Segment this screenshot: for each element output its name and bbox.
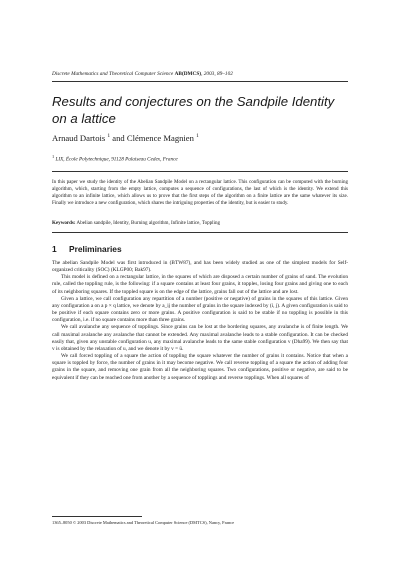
author-line [52,133,352,143]
keywords [52,220,348,227]
abstract: In this paper we study the identity of the Abelian Sandpile Model on a rectangular lattice. This configuration can be computed with the burning algorithm, which, starting from the empty lattice, computes a sequence of configurations, the last of which is the identity. We extend this algorithm to an infinite lattice, which allows us to prove that the first steps of the algorithm on a finite lattice are the same whatever its size. Finally we introduce a new configuration, which shares the intriguing properties of the identity, but is easier to study. [52,179,348,207]
body-text [52,260,348,382]
author-connector: and Clémence Magnien [112,133,194,143]
footer-rule [52,516,142,517]
keywords-label: Keywords: [52,220,76,226]
journal-header [52,71,352,77]
affiliation-marker: 1 [196,133,199,140]
affiliation-text: LIX, École Polytechnique, 91128 Palaiseau Cedex, France [55,156,178,163]
copyright-footer: 1365–8050 © 2003 Discrete Mathematics and Theoretical Computer Science (DMTCS), Nancy, France [52,520,235,525]
journal-details: , 2003, 89–102 [201,71,233,77]
paragraph: The abelian Sandpile Model was first introduced in (BTW87), and has been widely studied as one of the simplest models for Self-organized criticality (SOC) (KLGP00; Bak97). [52,260,348,274]
journal-series: AB(DMCS) [174,71,202,77]
affiliation [52,154,352,163]
abstract-bottom-rule [52,232,348,233]
affiliation-number: 1 [52,154,55,159]
abstract-top-rule [52,171,348,172]
paragraph: This model is defined on a rectangular lattice, in the squares of which are disposed a certain number of grains of sand. The evolution rule, called the toppling rule, is the following: if a square contains at least four grains, it topples, losing four grains and giving one to each of its neighboring squares. If the toppled square is on the edge of the lattice, grains fall out of the lattice and are lost. [52,274,348,295]
header-rule [52,81,348,82]
section-title: Preliminaries [69,244,122,254]
paragraph: Given a lattice, we call configuration any repartition of a number (positive or negative) of grains in the squares of this lattice. Given any configuration a on a p × q lattice, we denote by a_ij the number of grains in the square indexed by (i, j). A given configuration is said to be positive if each square contains zero or more grains. A positive configuration is said to be stable if no toppling is possible in this configuration, i.e. if no square contains more than three grains. [52,295,349,324]
journal-name: Discrete Mathematics and Theoretical Computer Science [52,71,174,77]
affiliation-marker: 1 [107,133,111,140]
paragraph: We call forced toppling of a square the action of toppling the square whatever the number of grains it contains. Notice that when a square is toppled by force, the number of grains in it may become negative. We call reverse toppling of a square the action of adding four grains in the square, and removing one grain from all the neighboring squares. Two configurations, positive or negative, are said to be equivalent if they can be reached one from another by a sequence of topplings and reverse topplings. When all squares of [52,353,348,381]
section-number: 1 [52,244,57,254]
section-heading [52,244,348,254]
keywords-text: Abelian sandpile, Identity, Burning algorithm, Infinite lattice, Toppling [76,220,221,226]
author-name: Arnaud Dartois [52,133,106,143]
paragraph: We call avalanche any sequence of topplings. Since grains can be lost at the bordering squares, any avalanche is of finite length. We call maximal avalanche any avalanche that cannot be extended. Any maximal avalanche leads to a stable configuration. It can be checked easily that, given any unstable configuration u, any maximal avalanche leads to the same stable configuration v (Dha99). We then say that v is obtained by the relaxation of u, and we denote it by v = ū. [52,324,348,352]
paper-title: Results and conjectures on the Sandpile Identity on a lattice [52,94,335,126]
